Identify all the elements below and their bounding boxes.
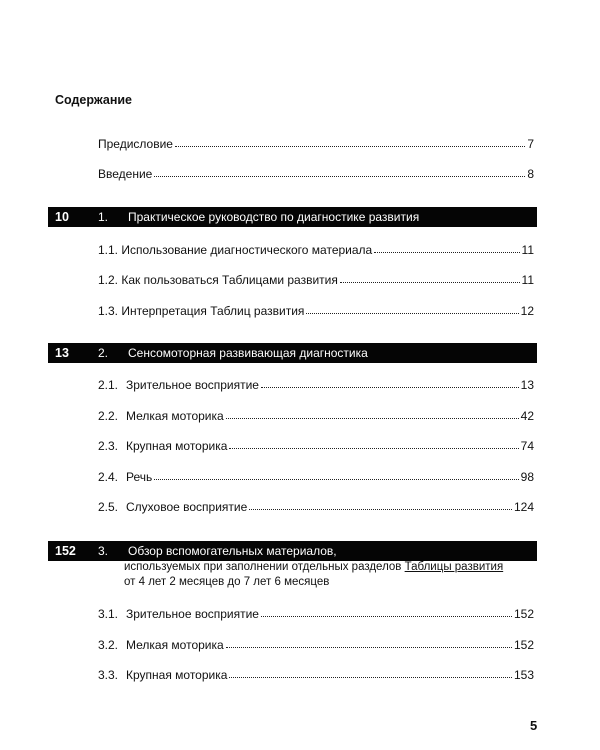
leader-dots — [374, 243, 519, 253]
leader-dots — [226, 409, 519, 419]
toc-entry-page: 152 — [513, 638, 534, 652]
toc-entry-number: 3.3. — [98, 668, 119, 682]
toc-entry-title: 1.3. Интерпретация Таблиц развития — [98, 304, 305, 318]
toc-entry-title: Мелкая моторика — [126, 409, 224, 423]
leader-dots — [229, 668, 512, 678]
section-number: 3. — [98, 544, 109, 558]
toc-entry-title: Мелкая моторика — [126, 638, 224, 652]
toc-entry-introduction[interactable] — [98, 167, 534, 182]
leader-dots — [261, 378, 519, 388]
toc-entry-title: Введение — [98, 167, 153, 181]
leader-dots — [249, 500, 512, 510]
toc-entry-2-4[interactable] — [98, 470, 534, 485]
toc-entry-number: 2.2. — [98, 409, 119, 423]
section-title: Обзор вспомогательных материалов, — [128, 544, 337, 558]
page-number: 5 — [530, 718, 538, 733]
toc-entry-page: 11 — [521, 273, 534, 287]
leader-dots — [261, 607, 512, 617]
toc-entry-title: Зрительное восприятие — [126, 378, 259, 392]
toc-entry-page: 153 — [513, 668, 534, 682]
section-subtitle-line — [124, 560, 503, 574]
section-bar-3[interactable] — [48, 541, 537, 561]
toc-entry-1-1[interactable] — [98, 243, 534, 258]
leader-dots — [229, 439, 518, 449]
section-page: 152 — [55, 544, 76, 558]
toc-entry-page: 12 — [520, 304, 534, 318]
leader-dots — [226, 638, 512, 648]
toc-entry-1-3[interactable] — [98, 304, 534, 319]
leader-dots — [340, 273, 520, 283]
toc-entry-page: 11 — [521, 243, 534, 257]
toc-entry-number: 2.3. — [98, 439, 119, 453]
toc-entry-title: 1.1. Использование диагностического материала — [98, 243, 373, 257]
leader-dots — [175, 137, 525, 147]
toc-entry-3-1[interactable] — [98, 607, 534, 622]
toc-entry-number: 2.5. — [98, 500, 119, 514]
toc-entry-page: 152 — [513, 607, 534, 621]
toc-entry-page: 74 — [520, 439, 534, 453]
section-number: 2. — [98, 346, 109, 360]
toc-entry-number: 2.1. — [98, 378, 119, 392]
toc-entry-3-2[interactable] — [98, 638, 534, 653]
toc-entry-title: Речь — [126, 470, 153, 484]
toc-entry-title: Крупная моторика — [126, 439, 228, 453]
toc-entry-2-1[interactable] — [98, 378, 534, 393]
toc-entry-2-5[interactable] — [98, 500, 534, 515]
leader-dots — [154, 470, 518, 480]
development-tables-link[interactable]: Таблицы развития — [404, 561, 504, 573]
leader-dots — [306, 304, 518, 314]
toc-entry-page: 124 — [513, 500, 534, 514]
toc-entry-title: 1.2. Как пользоваться Таблицами развития — [98, 273, 338, 287]
section-bar-2[interactable] — [48, 343, 537, 363]
section-subtitle-text: используемых при заполнении отдельных разделов — [124, 561, 405, 573]
toc-entry-page: 42 — [520, 409, 534, 423]
toc-entry-page: 98 — [520, 470, 534, 484]
toc-entry-number: 2.4. — [98, 470, 119, 484]
toc-entry-title: Слуховое восприятие — [126, 500, 248, 514]
section-bar-1[interactable] — [48, 207, 537, 227]
toc-entry-2-3[interactable] — [98, 439, 534, 454]
toc-entry-title: Зрительное восприятие — [126, 607, 259, 621]
section-title: Практическое руководство по диагностике развития — [128, 210, 420, 224]
toc-entry-number: 3.1. — [98, 607, 119, 621]
toc-entry-2-2[interactable] — [98, 409, 534, 424]
toc-entry-preface[interactable] — [98, 137, 534, 152]
toc-entry-page: 8 — [527, 167, 534, 181]
toc-entry-number: 3.2. — [98, 638, 119, 652]
leader-dots — [154, 167, 525, 177]
section-page: 10 — [55, 210, 69, 224]
toc-heading: Содержание — [55, 93, 133, 107]
section-subtitle-age-range: от 4 лет 2 месяцев до 7 лет 6 месяцев — [124, 576, 330, 588]
toc-entry-title: Крупная моторика — [126, 668, 228, 682]
toc-entry-page: 13 — [520, 378, 534, 392]
section-page: 13 — [55, 346, 69, 360]
section-title: Сенсомоторная развивающая диагностика — [128, 346, 368, 360]
toc-entry-3-3[interactable] — [98, 668, 534, 683]
toc-entry-1-2[interactable] — [98, 273, 534, 288]
toc-entry-title: Предисловие — [98, 137, 173, 151]
toc-entry-page: 7 — [527, 137, 534, 151]
section-number: 1. — [98, 210, 109, 224]
